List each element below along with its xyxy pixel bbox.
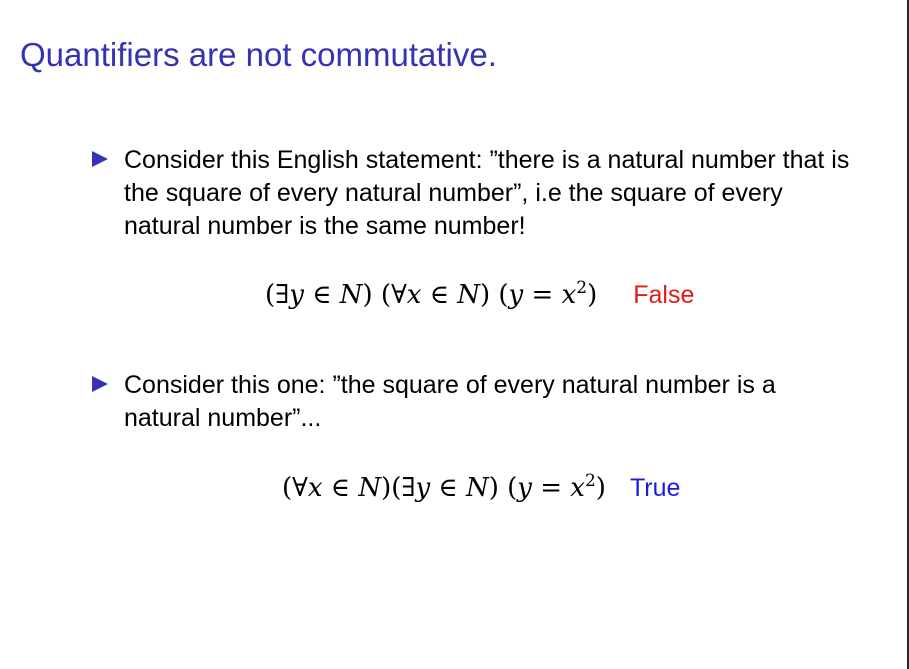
bullet-1-text: Consider this English statement: ”there is a natural number that is the square of every natural number”, i.e the square of every natural number is the same number! bbox=[124, 146, 850, 240]
formula-2-verdict: True bbox=[629, 474, 681, 502]
formula-2-part: y bbox=[415, 473, 431, 503]
formula-1-part: ) ( bbox=[479, 280, 509, 310]
formula-2-part: ∀ bbox=[292, 473, 308, 503]
formula-1-part: x bbox=[406, 280, 422, 310]
formula-1-part: ∃ bbox=[275, 280, 290, 310]
bullet-item-2 bbox=[92, 369, 852, 435]
formula-2-part: ) bbox=[595, 473, 606, 503]
formula-1-part: y bbox=[508, 280, 524, 310]
formula-1-part: ) ( bbox=[362, 280, 392, 310]
formula-1 bbox=[265, 277, 598, 310]
formula-2-part: y bbox=[517, 473, 532, 503]
formula-1-part: ) bbox=[587, 280, 598, 310]
formula-2-part: ) ( bbox=[488, 473, 518, 503]
formula-1-part: ( bbox=[265, 280, 276, 310]
formula-1-verdict: False bbox=[633, 281, 695, 309]
formula-row-2 bbox=[282, 471, 680, 504]
formula-1-part: x bbox=[561, 280, 577, 310]
formula-2-part: x bbox=[570, 473, 585, 503]
formula-1-part: = bbox=[523, 280, 562, 310]
formula-2-part: ( bbox=[282, 473, 293, 503]
formula-2-part: ∃ bbox=[401, 473, 416, 503]
formula-1-part: ∈ bbox=[303, 280, 340, 310]
bullet-triangle-icon bbox=[92, 151, 108, 167]
formula-1-part: N bbox=[457, 280, 480, 310]
formula-2-part: N bbox=[358, 473, 382, 503]
bullet-item-1 bbox=[92, 144, 852, 243]
formula-2-part: = bbox=[531, 473, 571, 503]
formula-2 bbox=[282, 470, 606, 503]
formula-1-part: ∈ bbox=[421, 280, 458, 310]
formula-1-exponent: 2 bbox=[576, 277, 588, 298]
bullet-triangle-icon bbox=[92, 376, 108, 392]
formula-1-part: ∀ bbox=[391, 280, 407, 310]
formula-2-part: ∈ bbox=[430, 473, 466, 503]
formula-row-1 bbox=[265, 278, 694, 311]
bullet-2-text: Consider this one: ”the square of every natural number is a natural number”... bbox=[124, 371, 776, 432]
formula-1-part: y bbox=[289, 280, 304, 310]
formula-2-part: x bbox=[307, 473, 323, 503]
formula-2-part: ∈ bbox=[322, 473, 359, 503]
formula-2-exponent: 2 bbox=[584, 470, 596, 491]
formula-2-part: )( bbox=[381, 473, 402, 503]
slide-title: Quantifiers are not commutative. bbox=[20, 36, 497, 74]
formula-1-part: N bbox=[339, 280, 363, 310]
formula-2-part: N bbox=[465, 473, 489, 503]
